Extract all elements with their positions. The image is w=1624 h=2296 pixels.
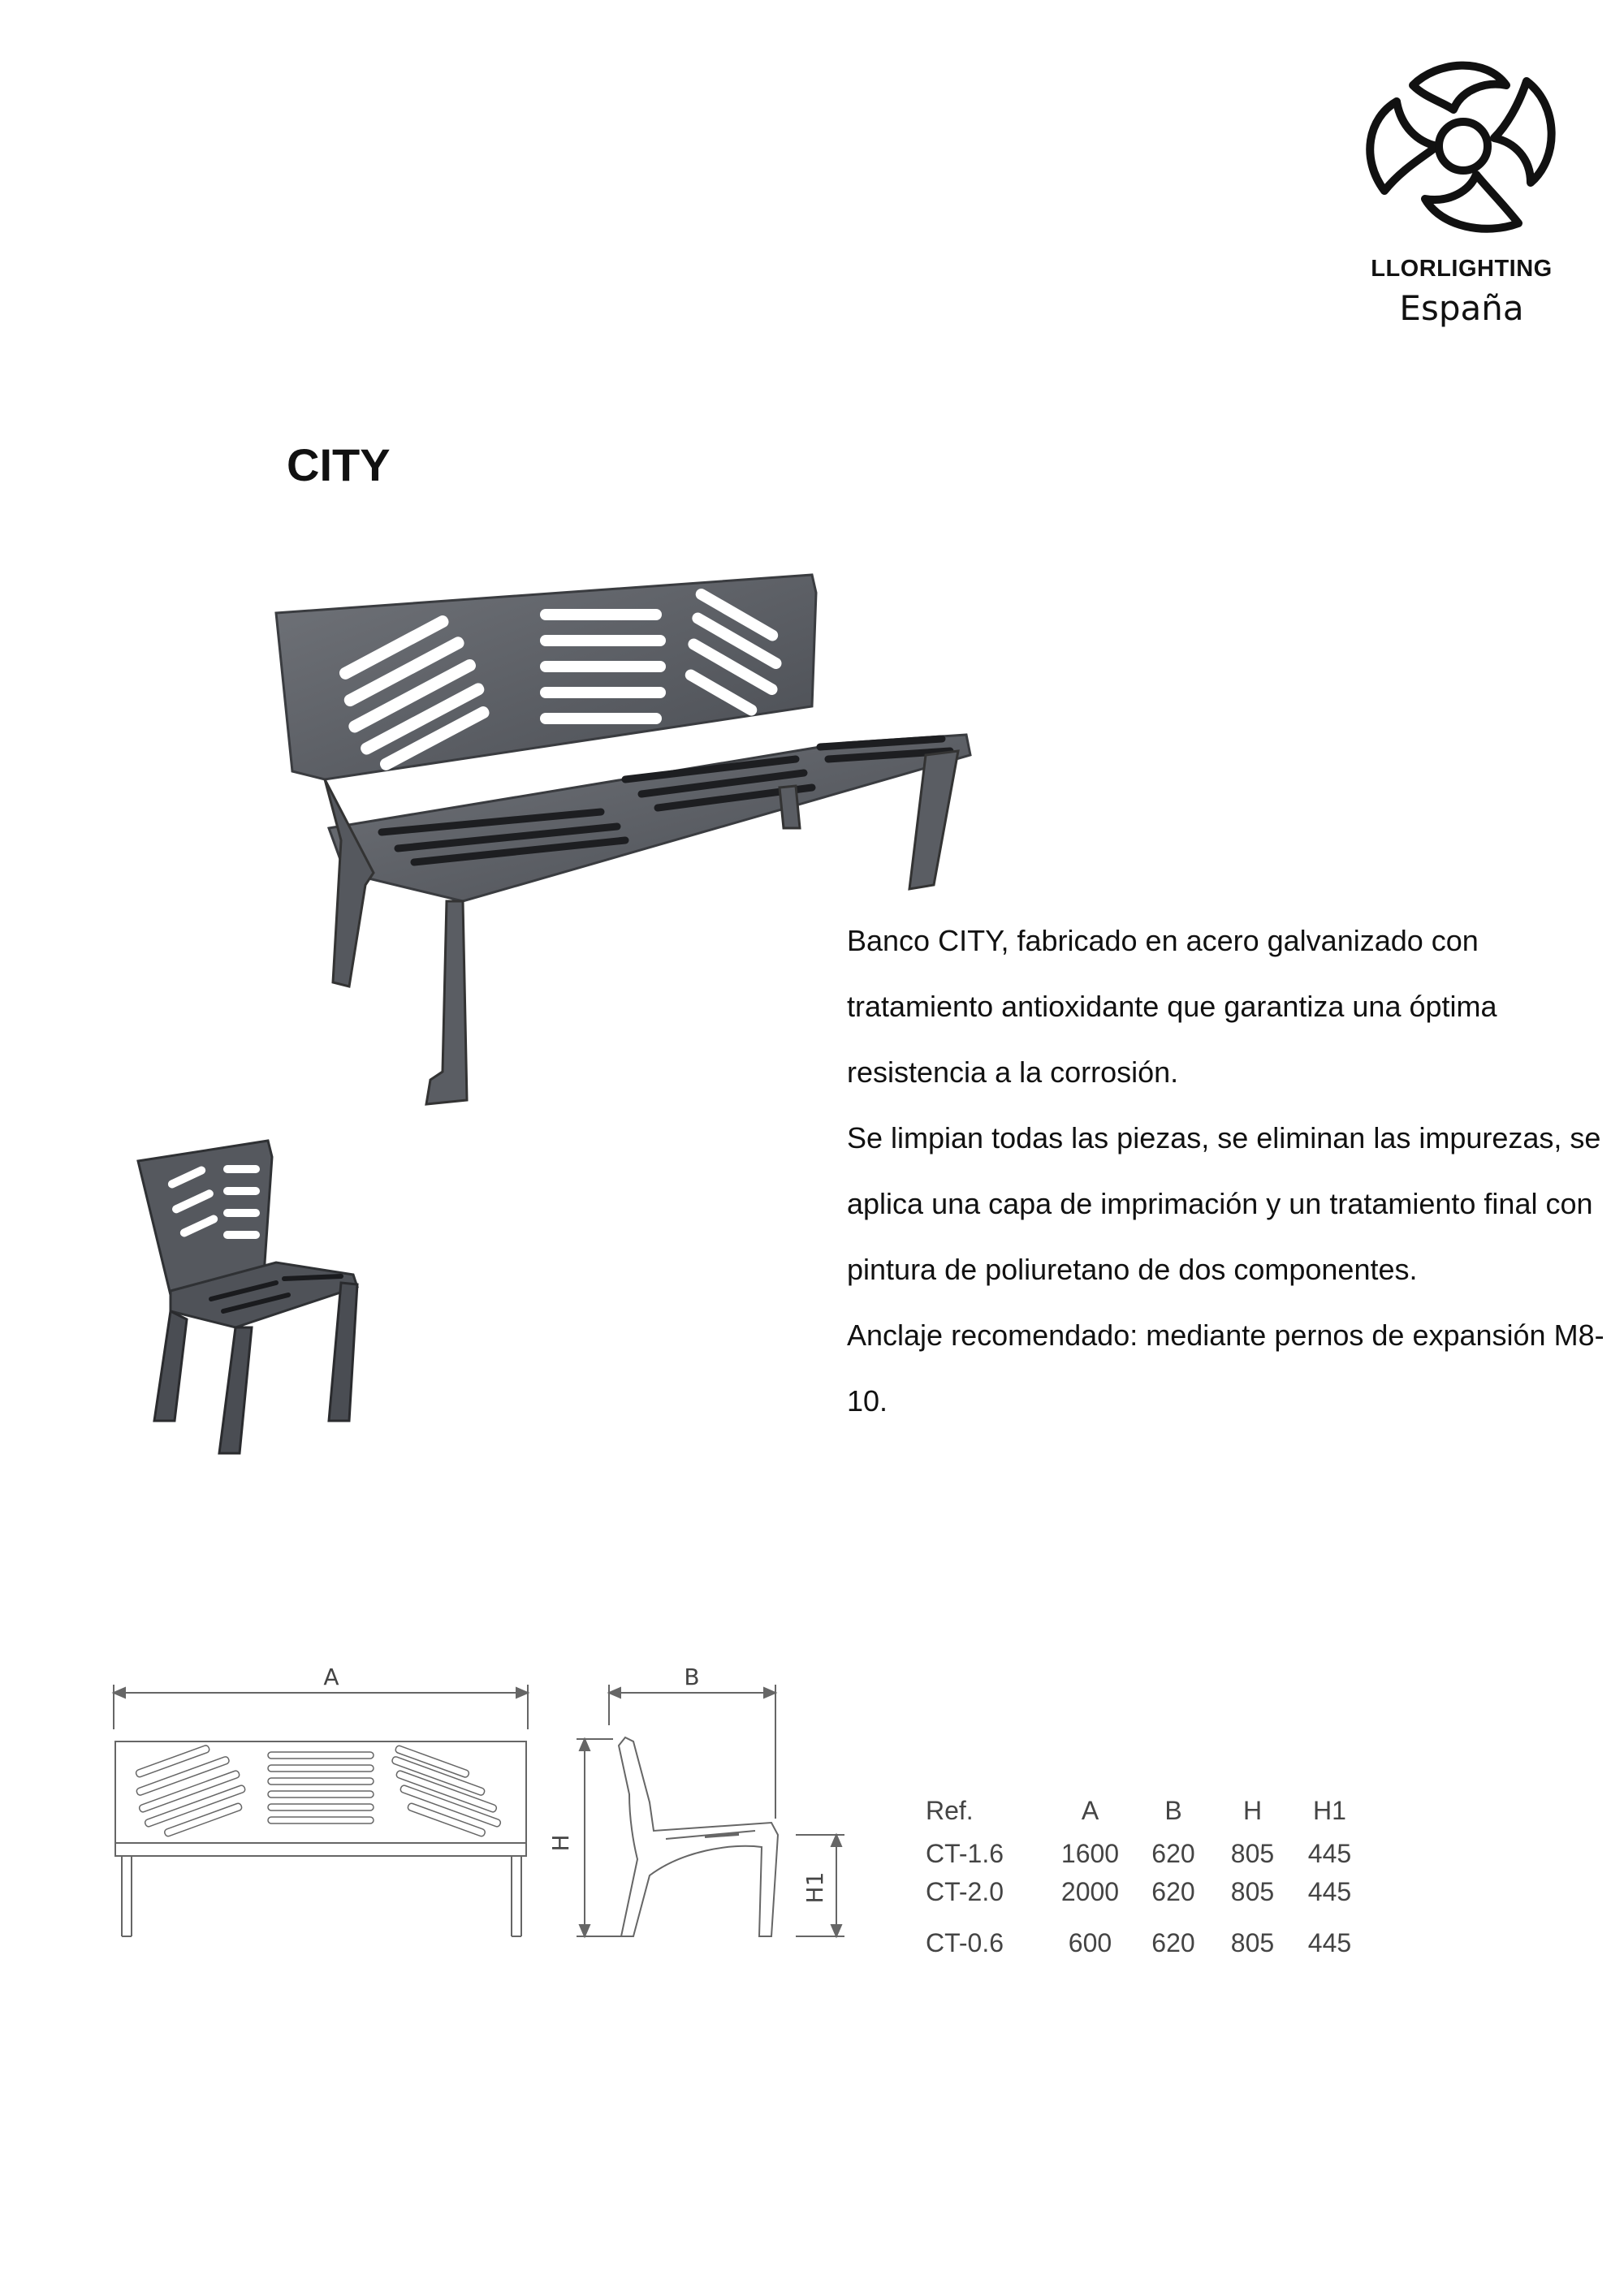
table-cell: 2000 (1060, 1877, 1120, 1906)
table-cell: 1600 (1060, 1839, 1120, 1868)
brand-name: LLORLIGHTING (1371, 256, 1553, 282)
table-cell: 805 (1230, 1877, 1275, 1906)
table-cell: 620 (1151, 1877, 1195, 1906)
table-cell: 445 (1307, 1928, 1352, 1957)
table-header-row (926, 1786, 1368, 1835)
table-cell: 620 (1151, 1928, 1195, 1957)
table-row (926, 1911, 1368, 1962)
table-cell: CT-2.0 (926, 1877, 1004, 1906)
table-row (926, 1835, 1368, 1873)
table-cell: CT-1.6 (926, 1839, 1004, 1868)
brand-logo-icon (1364, 61, 1563, 235)
table-cell: CT-0.6 (926, 1928, 1004, 1957)
description-paragraph: Anclaje recomendado: mediante pernos de expansión M8-10. (847, 1318, 1605, 1418)
table-cell: 805 (1230, 1928, 1275, 1957)
column-header: H1 (1313, 1795, 1346, 1825)
dimension-label-h: H (547, 1834, 574, 1852)
dimension-label-b: B (684, 1664, 700, 1690)
chair-photo (122, 1137, 398, 1461)
dimension-label-a: A (323, 1664, 339, 1690)
column-header: B (1164, 1795, 1182, 1825)
product-description (847, 908, 1610, 1434)
front-view-drawing (97, 1656, 552, 1949)
table-cell: 805 (1230, 1839, 1275, 1868)
table-cell: 445 (1307, 1839, 1352, 1868)
brand-country: España (1399, 288, 1524, 328)
table-cell: 600 (1068, 1928, 1112, 1957)
column-header: Ref. (926, 1795, 974, 1825)
dimension-label-h1: H1 (801, 1871, 828, 1904)
column-header: A (1081, 1795, 1099, 1825)
table-cell: 620 (1151, 1839, 1195, 1868)
side-view-drawing (547, 1656, 861, 1949)
description-paragraph: Banco CITY, fabricado en acero galvanizado con tratamiento antioxidante que garantiza una óptima resistencia a la corrosión. (847, 924, 1497, 1089)
description-paragraph: Se limpian todas las piezas, se eliminan las impurezas, se aplica una capa de imprimación y un tratamiento final con pintura de poliuretano de dos componentes. (847, 1121, 1601, 1286)
specs-table (926, 1786, 1368, 1962)
table-cell: 445 (1307, 1877, 1352, 1906)
table-row (926, 1873, 1368, 1911)
page-title: CITY (287, 439, 391, 490)
column-header: H (1242, 1795, 1263, 1825)
